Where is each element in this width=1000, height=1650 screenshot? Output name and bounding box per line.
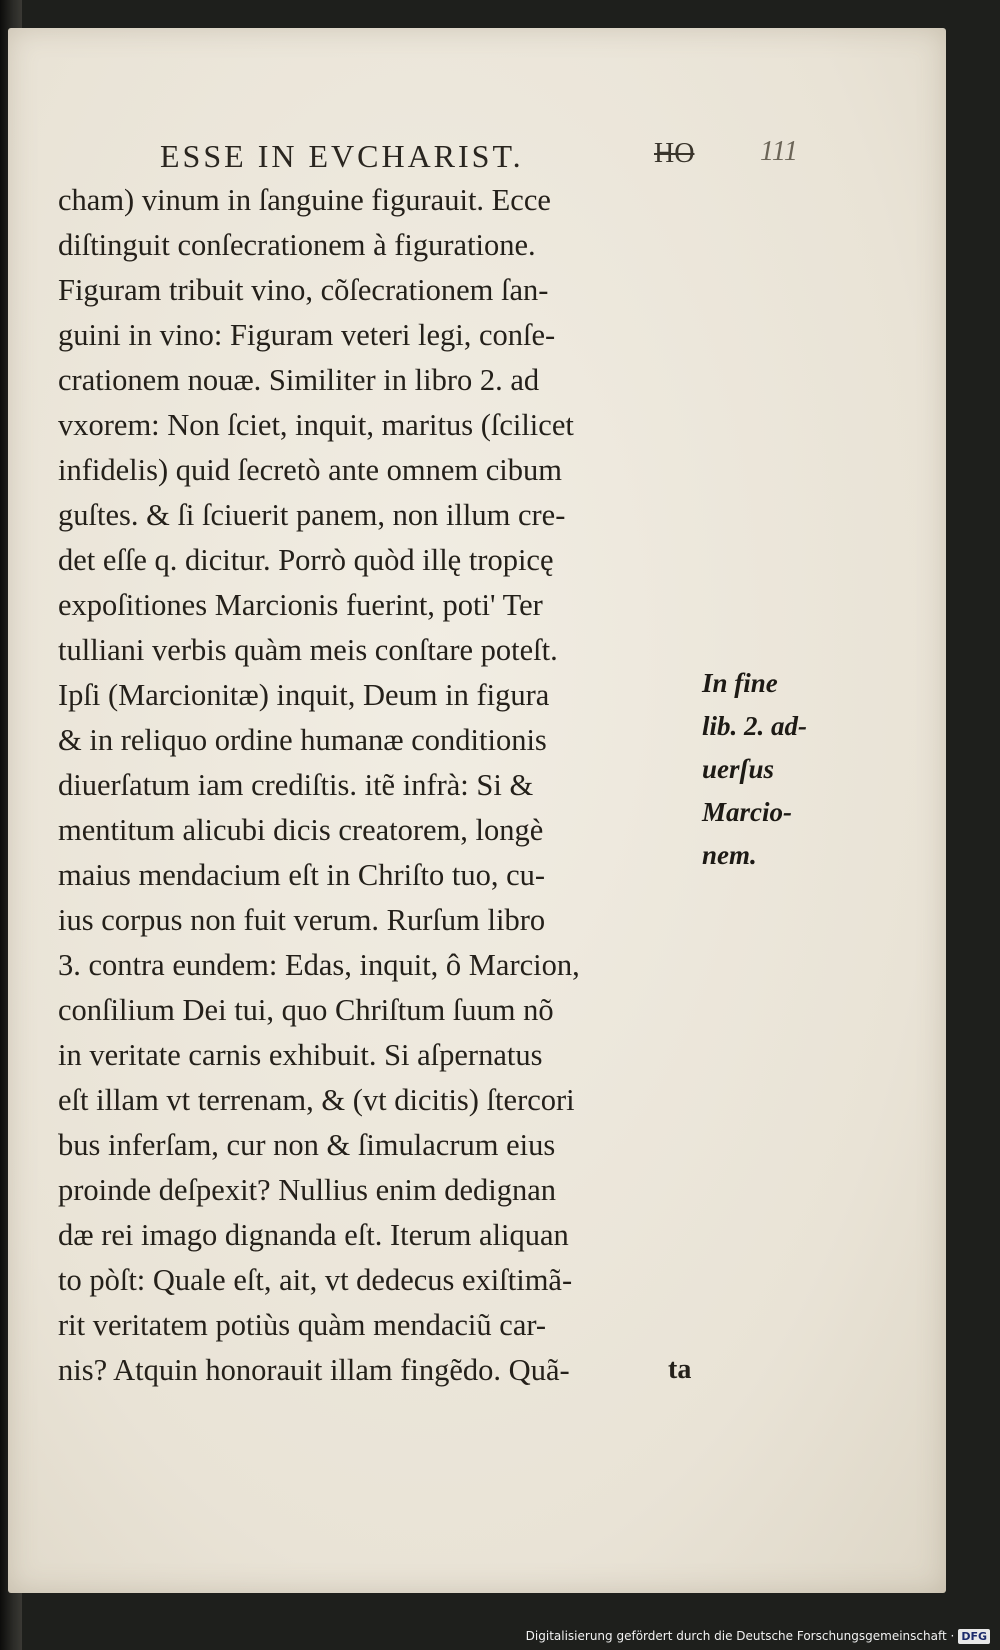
text-line: nis? Atquin honorauit illam fingẽdo. Quã-	[58, 1353, 570, 1387]
text-line: diſtinguit conſecrationem à figuratione.	[58, 228, 536, 262]
marginal-note-line: In fine	[702, 668, 778, 698]
text-line: crationem nouæ. Similiter in libro 2. ad	[58, 363, 540, 397]
marginal-note-line: nem.	[702, 840, 757, 870]
book-page	[8, 28, 946, 1593]
marginal-note-line: lib. 2. ad-	[702, 711, 807, 741]
marginal-note-line: uerſus	[702, 754, 775, 784]
body-text	[58, 178, 748, 1393]
dfg-logo: DFG	[958, 1629, 990, 1644]
text-line: in veritate carnis exhibuit. Si aſpernatus	[58, 1038, 543, 1072]
running-head-catchword: HO	[654, 138, 695, 169]
digitization-footer	[526, 1626, 990, 1646]
marginal-note-line: Marcio-	[702, 797, 792, 827]
text-line: guſtes. & ſi ſciuerit panem, non illum cre-	[58, 498, 566, 532]
text-line: conſilium Dei tui, quo Chriſtum ſuum nõ	[58, 993, 554, 1027]
text-line: tulliani verbis quàm meis conſtare poteſt.	[58, 633, 558, 667]
text-line: expoſitiones Marcionis fuerint, poti' Ter	[58, 588, 543, 622]
text-line: diuerſatum iam crediſtis. itẽ infrà: Si &	[58, 768, 534, 802]
text-line: guini in vino: Figuram veteri legi, conſe-	[58, 318, 556, 352]
text-line: eſt illam vt terrenam, & (vt dicitis) ſtercori	[58, 1083, 575, 1117]
text-line: Ipſi (Marcionitæ) inquit, Deum in figura	[58, 678, 550, 712]
text-line: infidelis) quid ſecretò ante omnem cibum	[58, 453, 562, 487]
text-line: bus inferſam, cur non & ſimulacrum eius	[58, 1128, 556, 1162]
text-line: det eſſe q. dicitur. Porrò quòd illę tropicę	[58, 543, 554, 577]
footer-text: Digitalisierung gefördert durch die Deutsche Forschungsgemeinschaft ·	[525, 1629, 955, 1643]
text-line: rit veritatem potiùs quàm mendaciũ car-	[58, 1308, 547, 1342]
text-line: dæ rei imago dignanda eſt. Iterum aliquan	[58, 1218, 569, 1252]
text-line: ius corpus non fuit verum. Rurſum libro	[58, 903, 546, 937]
folio-number: 111	[760, 136, 798, 167]
text-line: vxorem: Non ſciet, inquit, maritus (ſcilicet	[58, 408, 574, 442]
running-head: ESSE IN EVCHARIST.	[160, 138, 524, 174]
catchword: ta	[668, 1354, 692, 1385]
text-line: proinde deſpexit? Nullius enim dedignan	[58, 1173, 557, 1207]
text-line: mentitum alicubi dicis creatorem, longè	[58, 813, 544, 847]
text-line: maius mendacium eſt in Chriſto tuo, cu-	[58, 858, 546, 892]
text-line: to pòſt: Quale eſt, ait, vt dedecus exiſtimã-	[58, 1263, 573, 1297]
text-line: 3. contra eundem: Edas, inquit, ô Marcion,	[58, 948, 580, 982]
text-line: cham) vinum in ſanguine figurauit. Ecce	[58, 183, 551, 217]
text-line: & in reliquo ordine humanæ conditionis	[58, 723, 547, 757]
marginal-note	[702, 662, 832, 877]
text-line: Figuram tribuit vino, cõſecrationem ſan-	[58, 273, 549, 307]
